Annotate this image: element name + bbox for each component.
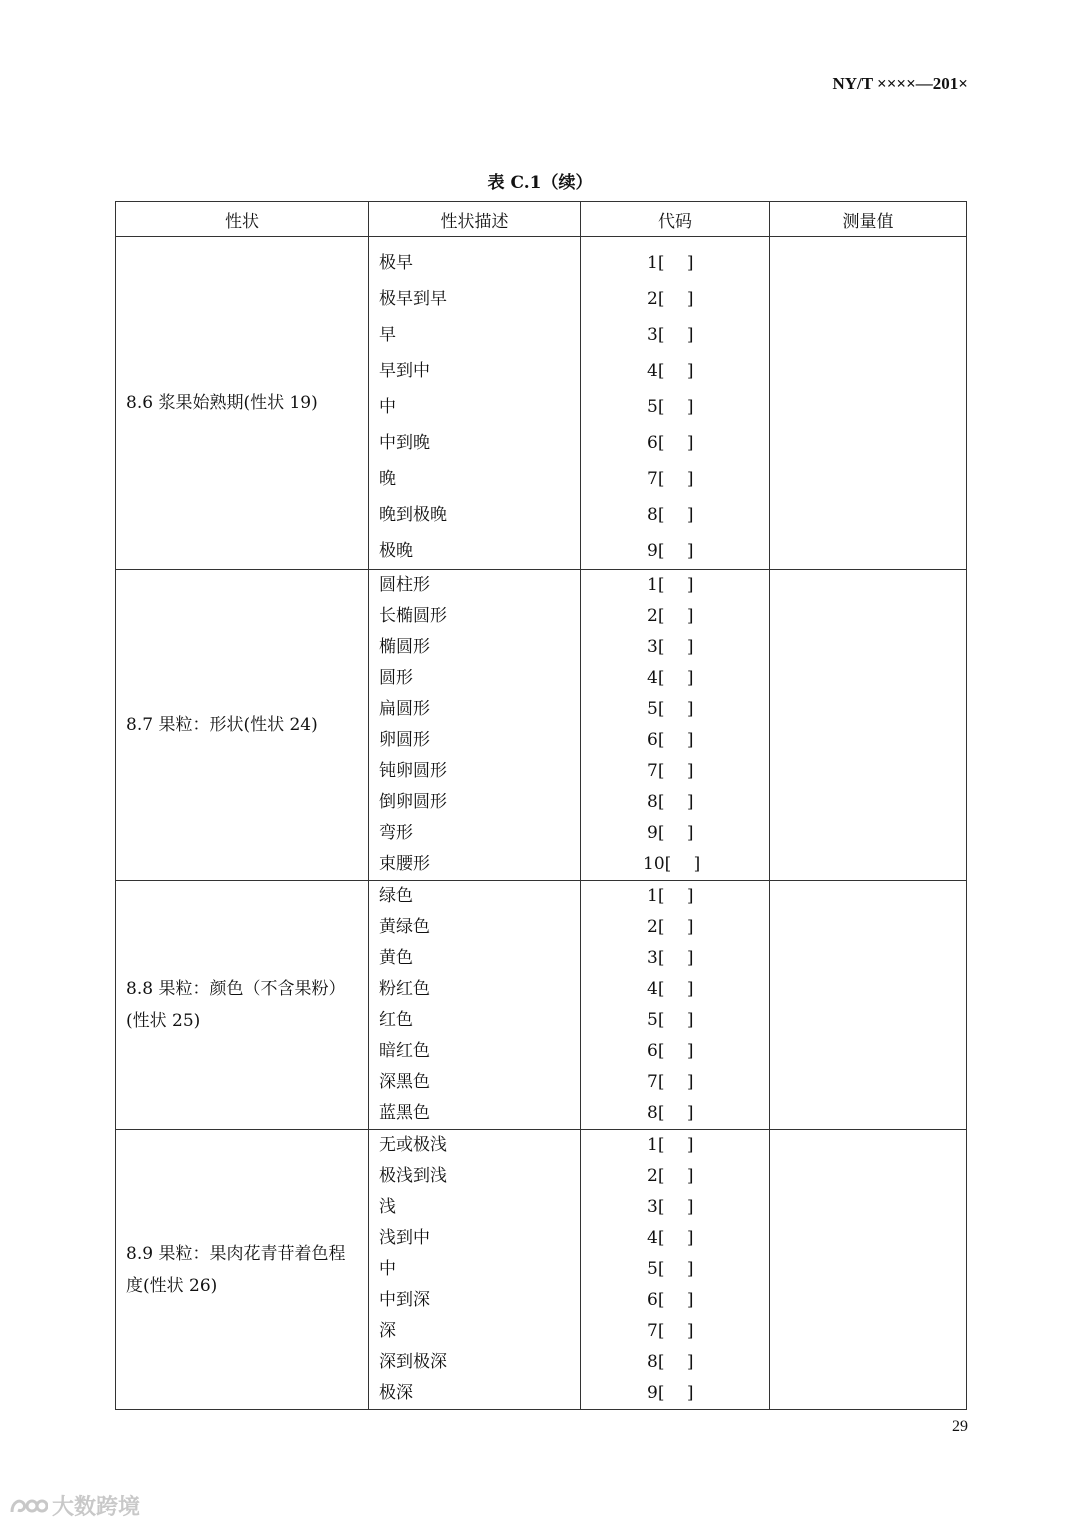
description-item: 扁圆形 [379, 699, 430, 719]
code-item: 6[ ] [647, 730, 694, 750]
description-item: 晚 [379, 469, 396, 489]
trait-name: 8.9 果粒：果肉花青苷着色程度(性状 26) [116, 1130, 369, 1410]
description-item: 束腰形 [379, 854, 430, 874]
code-item: 4[ ] [647, 979, 694, 999]
column-header-description: 性状描述 [369, 202, 581, 237]
description-item: 粉红色 [379, 979, 430, 999]
trait-table [115, 201, 967, 1410]
code-item: 1[ ] [647, 575, 694, 595]
description-item: 深黑色 [379, 1072, 430, 1092]
code-item: 1[ ] [647, 886, 694, 906]
code-item: 7[ ] [647, 1321, 694, 1341]
description-item: 浅 [379, 1197, 396, 1217]
description-item: 蓝黑色 [379, 1103, 430, 1123]
description-item: 早 [379, 325, 396, 345]
description-item: 倒卵圆形 [379, 792, 447, 812]
code-item: 7[ ] [647, 761, 694, 781]
code-item: 8[ ] [647, 1103, 694, 1123]
brand-logo-icon [8, 1494, 48, 1518]
page-number: 29 [952, 1418, 968, 1435]
code-item: 3[ ] [647, 325, 694, 345]
column-header-measurement: 测量值 [770, 202, 967, 237]
code-item: 1[ ] [647, 1135, 694, 1155]
description-item: 圆柱形 [379, 575, 430, 595]
code-item: 5[ ] [647, 1010, 694, 1030]
description-item: 无或极浅 [379, 1135, 447, 1155]
code-item: 6[ ] [647, 433, 694, 453]
code-item: 4[ ] [647, 1228, 694, 1248]
standard-number: NY/T ××××—201× [832, 74, 968, 93]
description-item: 中到晚 [379, 433, 430, 453]
trait-group-row [116, 881, 967, 1130]
description-cell [369, 237, 581, 570]
description-item: 极深 [379, 1383, 413, 1403]
description-cell [369, 881, 581, 1130]
code-cell [581, 1130, 770, 1410]
trait-group-row [116, 1130, 967, 1410]
code-item: 7[ ] [647, 469, 694, 489]
description-item: 卵圆形 [379, 730, 430, 750]
description-item: 黄色 [379, 948, 413, 968]
description-item: 弯形 [379, 823, 413, 843]
description-item: 黄绿色 [379, 917, 430, 937]
description-item: 圆形 [379, 668, 413, 688]
code-cell [581, 237, 770, 570]
trait-name: 8.7 果粒：形状(性状 24) [116, 570, 369, 881]
code-item: 7[ ] [647, 1072, 694, 1092]
code-item: 6[ ] [647, 1290, 694, 1310]
measurement-cell[interactable] [770, 881, 967, 1130]
description-item: 暗红色 [379, 1041, 430, 1061]
code-item: 10[ ] [643, 854, 701, 874]
description-item: 红色 [379, 1010, 413, 1030]
description-item: 中到深 [379, 1290, 430, 1310]
table-header-row [116, 202, 967, 237]
trait-group-row [116, 570, 967, 881]
code-item: 9[ ] [647, 1383, 694, 1403]
code-item: 3[ ] [647, 637, 694, 657]
description-item: 极早 [379, 253, 413, 273]
description-cell [369, 1130, 581, 1410]
trait-group-row [116, 237, 967, 570]
description-item: 绿色 [379, 886, 413, 906]
description-item: 深到极深 [379, 1352, 447, 1372]
measurement-cell[interactable] [770, 1130, 967, 1410]
description-item: 极晚 [379, 541, 413, 561]
description-item: 椭圆形 [379, 637, 430, 657]
code-item: 6[ ] [647, 1041, 694, 1061]
description-item: 浅到中 [379, 1228, 430, 1248]
description-item: 中 [379, 1259, 396, 1279]
description-item: 深 [379, 1321, 396, 1341]
code-item: 4[ ] [647, 668, 694, 688]
table-title: 表 C.1（续） [487, 173, 593, 193]
description-item: 极早到早 [379, 289, 447, 309]
code-item: 4[ ] [647, 361, 694, 381]
code-item: 2[ ] [647, 606, 694, 626]
code-item: 8[ ] [647, 1352, 694, 1372]
description-item: 早到中 [379, 361, 430, 381]
code-item: 1[ ] [647, 253, 694, 273]
description-item: 钝卵圆形 [379, 761, 447, 781]
description-item: 中 [379, 397, 396, 417]
code-item: 9[ ] [647, 823, 694, 843]
watermark [8, 1490, 140, 1521]
code-item: 8[ ] [647, 505, 694, 525]
code-item: 8[ ] [647, 792, 694, 812]
trait-name: 8.6 浆果始熟期(性状 19) [116, 237, 369, 570]
code-item: 9[ ] [647, 541, 694, 561]
code-item: 3[ ] [647, 1197, 694, 1217]
measurement-cell[interactable] [770, 237, 967, 570]
watermark-text: 大数跨境 [52, 1495, 141, 1520]
code-item: 2[ ] [647, 289, 694, 309]
measurement-cell[interactable] [770, 570, 967, 881]
description-cell [369, 570, 581, 881]
code-item: 2[ ] [647, 917, 694, 937]
trait-name: 8.8 果粒：颜色（不含果粉）(性状 25) [116, 881, 369, 1130]
code-cell [581, 570, 770, 881]
code-item: 5[ ] [647, 397, 694, 417]
code-item: 3[ ] [647, 948, 694, 968]
description-item: 极浅到浅 [379, 1166, 447, 1186]
code-cell [581, 881, 770, 1130]
code-item: 2[ ] [647, 1166, 694, 1186]
code-item: 5[ ] [647, 1259, 694, 1279]
column-header-code: 代码 [581, 202, 770, 237]
code-item: 5[ ] [647, 699, 694, 719]
column-header-trait: 性状 [116, 202, 369, 237]
description-item: 长椭圆形 [379, 606, 447, 626]
description-item: 晚到极晚 [379, 505, 447, 525]
